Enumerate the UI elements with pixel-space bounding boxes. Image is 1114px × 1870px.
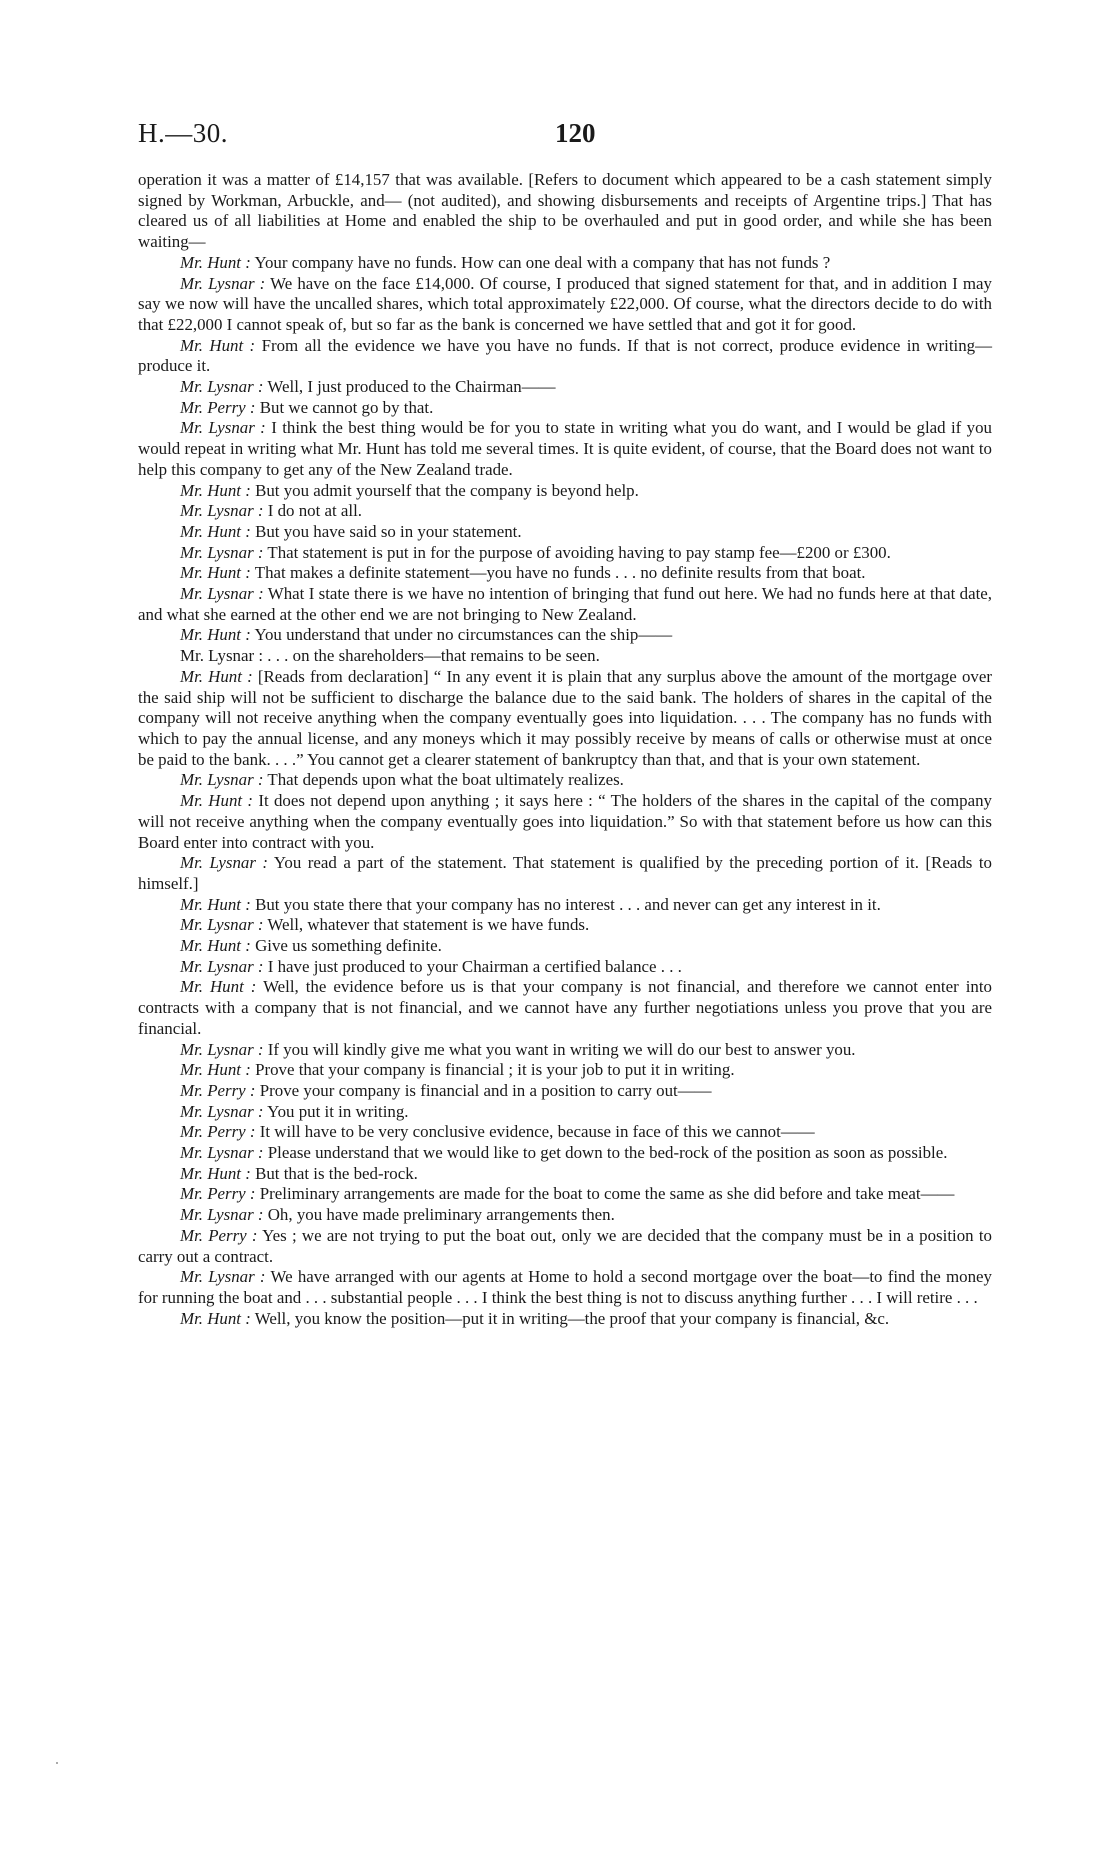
paragraph-text: You read a part of the statement. That statement is qualified by the preceding portion of it. [Reads to himself.] bbox=[138, 853, 992, 893]
paragraph-text: It does not depend upon anything ; it says here : “ The holders of the shares in the capital of the company will not receive anything when the company eventually goes into liquidation.” So with that statement before us how can this Board enter into contract with you. bbox=[138, 791, 992, 852]
speaker: Mr. Lysnar : bbox=[180, 501, 264, 521]
speaker: Mr. Hunt : bbox=[180, 521, 251, 541]
paragraph bbox=[138, 1267, 992, 1308]
paragraph-text: Prove that your company is financial ; it is your job to put it in writing. bbox=[255, 1060, 735, 1080]
paragraph bbox=[138, 170, 992, 253]
paragraph bbox=[138, 936, 992, 957]
speaker: Mr. Lysnar : bbox=[180, 1267, 266, 1287]
paragraph-text: Well, whatever that statement is we have funds. bbox=[267, 915, 590, 935]
speaker: Mr. Lysnar : bbox=[180, 770, 264, 790]
speaker: Mr. Hunt : bbox=[180, 1308, 251, 1328]
paragraph-text: But we cannot go by that. bbox=[259, 397, 434, 417]
paragraph-text: Your company have no funds. How can one deal with a company that has not funds ? bbox=[254, 252, 831, 272]
paragraph-text: Please understand that we would like to get down to the bed-rock of the position as soon as possible. bbox=[267, 1143, 948, 1163]
paragraph bbox=[138, 667, 992, 771]
paragraph-text: But that is the bed-rock. bbox=[255, 1163, 418, 1183]
paragraph-text: Oh, you have made preliminary arrangements then. bbox=[267, 1205, 615, 1225]
speaker: Mr. Lysnar : bbox=[180, 542, 264, 562]
speaker: Mr. Hunt : bbox=[180, 252, 251, 272]
speaker: Mr. Hunt : bbox=[180, 894, 251, 914]
paragraph bbox=[138, 791, 992, 853]
paragraph bbox=[138, 895, 992, 916]
paragraph-text: Prove your company is financial and in a position to carry out—— bbox=[259, 1080, 712, 1100]
paragraph-text: But you state there that your company has no interest . . . and never can get any interest in it. bbox=[255, 894, 881, 914]
paragraph bbox=[138, 1102, 992, 1123]
paragraph bbox=[138, 1122, 992, 1143]
paragraph bbox=[138, 1081, 992, 1102]
speaker: Mr. Hunt : bbox=[180, 480, 251, 500]
speaker: Mr. Perry : bbox=[180, 1080, 256, 1100]
paragraph-text: Preliminary arrangements are made for the boat to come the same as she did before and take meat—— bbox=[259, 1184, 955, 1204]
speaker: Mr. Lysnar : bbox=[180, 1101, 264, 1121]
speaker: Mr. Hunt : bbox=[180, 936, 251, 956]
speaker: Mr. Hunt : bbox=[180, 1163, 251, 1183]
paragraph-text: Well, I just produced to the Chairman—— bbox=[267, 377, 556, 397]
paragraph bbox=[138, 481, 992, 502]
scan-speck bbox=[56, 1762, 58, 1764]
speaker: Mr. Lysnar : bbox=[180, 1205, 264, 1225]
paragraph-text: That statement is put in for the purpose of avoiding having to pay stamp fee—£200 or £300. bbox=[267, 542, 891, 562]
paragraph-text: Give us something definite. bbox=[255, 936, 442, 956]
paragraph-text: Well, you know the position—put it in writing—the proof that your company is financial, &c. bbox=[254, 1308, 890, 1328]
speaker: Mr. Perry : bbox=[180, 1122, 256, 1142]
speaker: Mr. Hunt : bbox=[180, 563, 251, 583]
paragraph bbox=[138, 522, 992, 543]
paragraph-text: If you will kindly give me what you want in writing we will do our best to answer you. bbox=[267, 1039, 856, 1059]
paragraph bbox=[138, 646, 992, 667]
paragraph bbox=[138, 501, 992, 522]
paragraph-text: That depends upon what the boat ultimately realizes. bbox=[267, 770, 624, 790]
paragraph bbox=[138, 274, 992, 336]
paragraph bbox=[138, 977, 992, 1039]
paragraph-text: From all the evidence we have you have no funds. If that is not correct, produce evidence in writing—produce it. bbox=[138, 335, 992, 376]
paragraph bbox=[138, 1226, 992, 1267]
page-number: 120 bbox=[555, 118, 596, 148]
speaker: Mr. Hunt : bbox=[180, 1060, 251, 1080]
paragraph-text: It will have to be very conclusive evidence, because in face of this we cannot—— bbox=[259, 1122, 815, 1142]
speaker: Mr. Perry : bbox=[180, 1225, 258, 1245]
paragraph bbox=[138, 915, 992, 936]
speaker: Mr. Lysnar : bbox=[180, 418, 266, 438]
paragraph bbox=[138, 1164, 992, 1185]
paragraph bbox=[138, 1309, 992, 1330]
paragraph bbox=[138, 584, 992, 625]
paragraph bbox=[138, 377, 992, 398]
paragraph bbox=[138, 336, 992, 377]
paragraph-text: Well, the evidence before us is that your company is not financial, and therefore we cannot enter into contracts with a company that is not financial, and we cannot have any further negotiations unless you prove that you are financial. bbox=[138, 977, 992, 1038]
paragraph-text: We have arranged with our agents at Home to hold a second mortgage over the boat—to find the money for running the boat and . . . substantial people . . . I think the best thing is not to discuss anything further . . . I will retire . . . bbox=[138, 1267, 992, 1307]
speaker: Mr. Lysnar : bbox=[180, 915, 264, 935]
speaker: Mr. Hunt : bbox=[180, 666, 253, 686]
paragraph bbox=[138, 1040, 992, 1061]
paragraph-text: But you admit yourself that the company is beyond help. bbox=[255, 480, 639, 500]
paragraph bbox=[138, 543, 992, 564]
speaker: Mr. Hunt : bbox=[180, 335, 256, 355]
paragraph-text: You understand that under no circumstances can the ship—— bbox=[254, 625, 673, 645]
paragraph bbox=[138, 418, 992, 480]
document-reference: H.—30. bbox=[138, 118, 228, 148]
paragraph bbox=[138, 957, 992, 978]
speaker: Mr. Lysnar : bbox=[180, 1039, 264, 1059]
paragraph-text: [Reads from declaration] “ In any event it is plain that any surplus above the amount of the mortgage over the said ship will not be sufficient to discharge the balance due to the said bank. The holders of shares in the capital of the company will not receive anything when the company eventually goes into liquidation. . . . The company has no funds with which to pay the annual license, and any moneys which it may possibly receive by means of calls or otherwise must at once be paid to the bank. . . .” You cannot get a clearer statement of bankruptcy than that, and that is your own statement. bbox=[138, 666, 992, 769]
paragraph-text: That makes a definite statement—you have no funds . . . no definite results from that boat. bbox=[254, 563, 866, 583]
paragraph-text: . . . on the shareholders—that remains to be seen. bbox=[267, 646, 600, 666]
speaker: Mr. Lysnar : bbox=[180, 956, 264, 976]
speaker: Mr. Lysnar : bbox=[180, 853, 269, 873]
paragraph-text: What I state there is we have no intention of bringing that fund out here. We had no funds here at that date, and what she earned at the other end we are not bringing to New Zealand. bbox=[138, 584, 992, 624]
paragraph-text: You put it in writing. bbox=[267, 1101, 409, 1121]
paragraph bbox=[138, 253, 992, 274]
speaker: Mr. Lysnar : bbox=[180, 377, 264, 397]
paragraph bbox=[138, 1143, 992, 1164]
paragraph-text: I do not at all. bbox=[267, 501, 363, 521]
paragraph-text: I think the best thing would be for you to state in writing what you do want, and I would be glad if you would repeat in writing what Mr. Hunt has told me several times. It is quite evident, of course, that the Board does not want to help this company to get any of the New Zealand trade. bbox=[138, 418, 992, 479]
paragraph bbox=[138, 563, 992, 584]
paragraph bbox=[138, 770, 992, 791]
speaker: Mr. Perry : bbox=[180, 397, 256, 417]
speaker: Mr. Lysnar : bbox=[180, 646, 264, 666]
paragraph-text: We have on the face £14,000. Of course, I produced that signed statement for that, and in addition I may say we now will have the uncalled shares, which total approximately £22,000. Of course, what the directors decide to do with that £22,000 I cannot speak of, but so far as the bank is concerned we have settled that and got it for good. bbox=[138, 273, 992, 334]
speaker: Mr. Lysnar : bbox=[180, 584, 264, 604]
paragraph bbox=[138, 853, 992, 894]
paragraph-text: But you have said so in your statement. bbox=[255, 521, 522, 541]
paragraph-text: operation it was a matter of £14,157 that was available. [Refers to document which appeared to be a cash statement simply signed by Workman, Arbuckle, and— (not audited), and showing disbursements and receipts of Argentine trips.] That has cleared us of all liabilities at Home and enabled the ship to be overhauled and put in good order, and while she has been waiting— bbox=[138, 170, 992, 252]
paragraph-text: Yes ; we are not trying to put the boat out, only we are decided that the company must be in a position to carry out a contract. bbox=[138, 1225, 992, 1266]
speaker: Mr. Perry : bbox=[180, 1184, 256, 1204]
paragraph-text: I have just produced to your Chairman a certified balance . . . bbox=[267, 956, 682, 976]
speaker: Mr. Hunt : bbox=[180, 791, 254, 811]
speaker: Mr. Hunt : bbox=[180, 977, 257, 997]
paragraph bbox=[138, 1205, 992, 1226]
speaker: Mr. Lysnar : bbox=[180, 1143, 264, 1163]
speaker: Mr. Hunt : bbox=[180, 625, 251, 645]
paragraph bbox=[138, 625, 992, 646]
paragraph bbox=[138, 398, 992, 419]
paragraph bbox=[138, 1184, 992, 1205]
paragraph bbox=[138, 1060, 992, 1081]
speaker: Mr. Lysnar : bbox=[180, 273, 266, 293]
transcript-body bbox=[138, 170, 992, 1329]
